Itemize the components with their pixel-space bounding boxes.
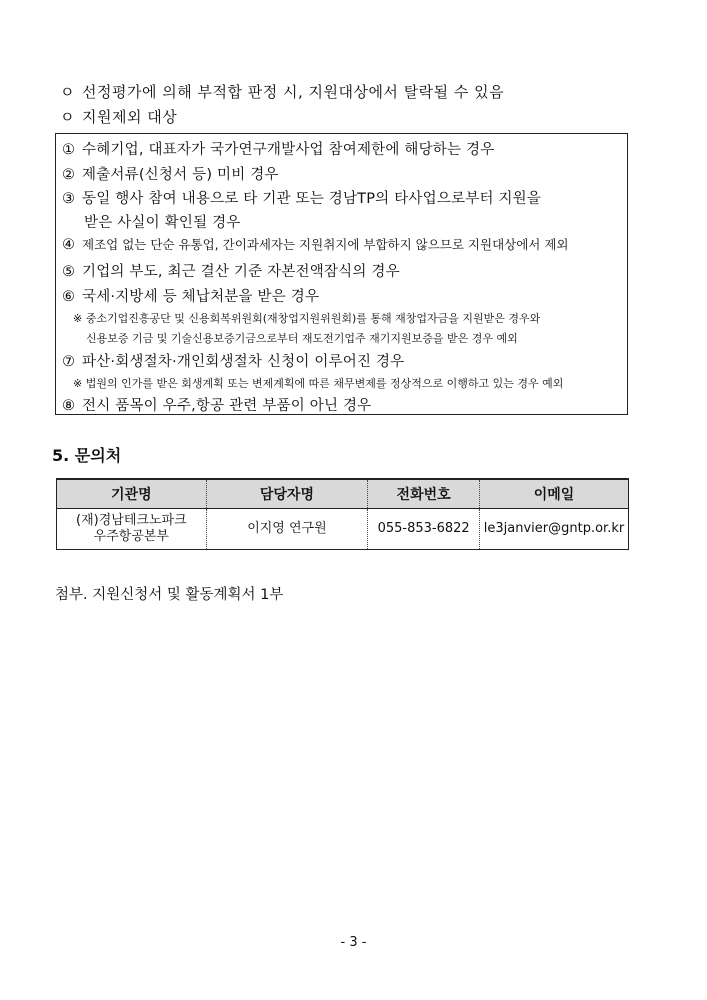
column-header-person: 담당자명 (206, 479, 368, 509)
note-item-7: ※ 법원의 인가를 받은 회생계획 또는 변제계획에 따른 채무변제를 정상적으로 이행하고 있는 경우 예외 (73, 377, 564, 390)
exclusion-item-3 (62, 187, 541, 208)
note-item-6-line2: 신용보증 기금 및 기술신용보증기금으로부터 재도전기업주 재기지원보증을 받은 경우 예외 (86, 332, 518, 345)
attachment-note: 첨부. 지원신청서 및 활동계획서 1부 (55, 587, 284, 603)
bullet-disqualification (60, 81, 504, 102)
item-text: 제조업 없는 단순 유통업, 간이과세자는 지원취지에 부합하지 않으므로 지원대상에서 제외 (82, 237, 569, 252)
bullet-marker: ㅇ (60, 83, 75, 101)
bullet-text: 지원제외 대상 (82, 108, 178, 126)
cell-org (57, 509, 207, 550)
bullet-marker: ㅇ (60, 108, 75, 126)
exclusion-item-8 (62, 394, 371, 415)
table-row (57, 509, 629, 550)
section-title-contact: 5. 문의처 (52, 446, 122, 465)
contact-table (56, 478, 629, 550)
item-number: ② (62, 167, 76, 183)
cell-person: 이지영 연구원 (206, 509, 368, 550)
exclusion-item-5 (62, 260, 400, 281)
exclusion-box (55, 133, 628, 415)
bullet-text: 선정평가에 의해 부적합 판정 시, 지원대상에서 탈락될 수 있음 (82, 83, 505, 101)
exclusion-item-6 (62, 285, 319, 306)
item-number: ① (62, 142, 76, 158)
item-text: 파산·회생절차·개인회생절차 신청이 이루어진 경우 (82, 354, 405, 370)
bullet-exclusion-heading (60, 106, 177, 127)
column-header-email: 이메일 (480, 479, 629, 509)
column-header-org: 기관명 (57, 479, 207, 509)
item-text: 동일 행사 참여 내용으로 타 기관 또는 경남TP의 타사업으로부터 지원을 (82, 191, 542, 207)
item-number: ⑦ (62, 354, 76, 370)
item-number: ④ (62, 237, 75, 253)
org-name-line1: (재)경남테크노파크 (76, 513, 187, 528)
item-number: ⑥ (62, 289, 76, 305)
item-text: 전시 품목이 우주,항공 관련 부품이 아닌 경우 (82, 398, 372, 414)
exclusion-item-7 (62, 350, 404, 371)
cell-phone: 055-853-6822 (368, 509, 480, 550)
item-text: 제출서류(신청서 등) 미비 경우 (82, 167, 279, 183)
exclusion-item-1 (62, 138, 494, 159)
item-text: 받은 사실이 확인될 경우 (84, 215, 241, 231)
page-number: - 3 - (340, 935, 367, 950)
exclusion-item-3-continued (84, 211, 241, 232)
exclusion-item-4 (62, 235, 569, 253)
cell-email: le3janvier@gntp.or.kr (480, 509, 629, 550)
column-header-phone: 전화번호 (368, 479, 480, 509)
item-text: 수혜기업, 대표자가 국가연구개발사업 참여제한에 해당하는 경우 (82, 142, 495, 158)
note-item-6-line1: ※ 중소기업진흥공단 및 신용회복위원회(재창업지원위원회)를 통해 재창업자금을 지원받은 경우와 (73, 312, 541, 325)
item-text: 국세·지방세 등 체납처분을 받은 경우 (82, 289, 320, 305)
org-name-line2: 우주항공본부 (93, 529, 169, 544)
exclusion-item-2 (62, 163, 279, 184)
item-text: 기업의 부도, 최근 결산 기준 자본전액잠식의 경우 (82, 264, 400, 280)
item-number: ③ (62, 191, 76, 207)
table-header-row (57, 479, 629, 509)
item-number: ⑧ (62, 398, 76, 414)
item-number: ⑤ (62, 264, 76, 280)
